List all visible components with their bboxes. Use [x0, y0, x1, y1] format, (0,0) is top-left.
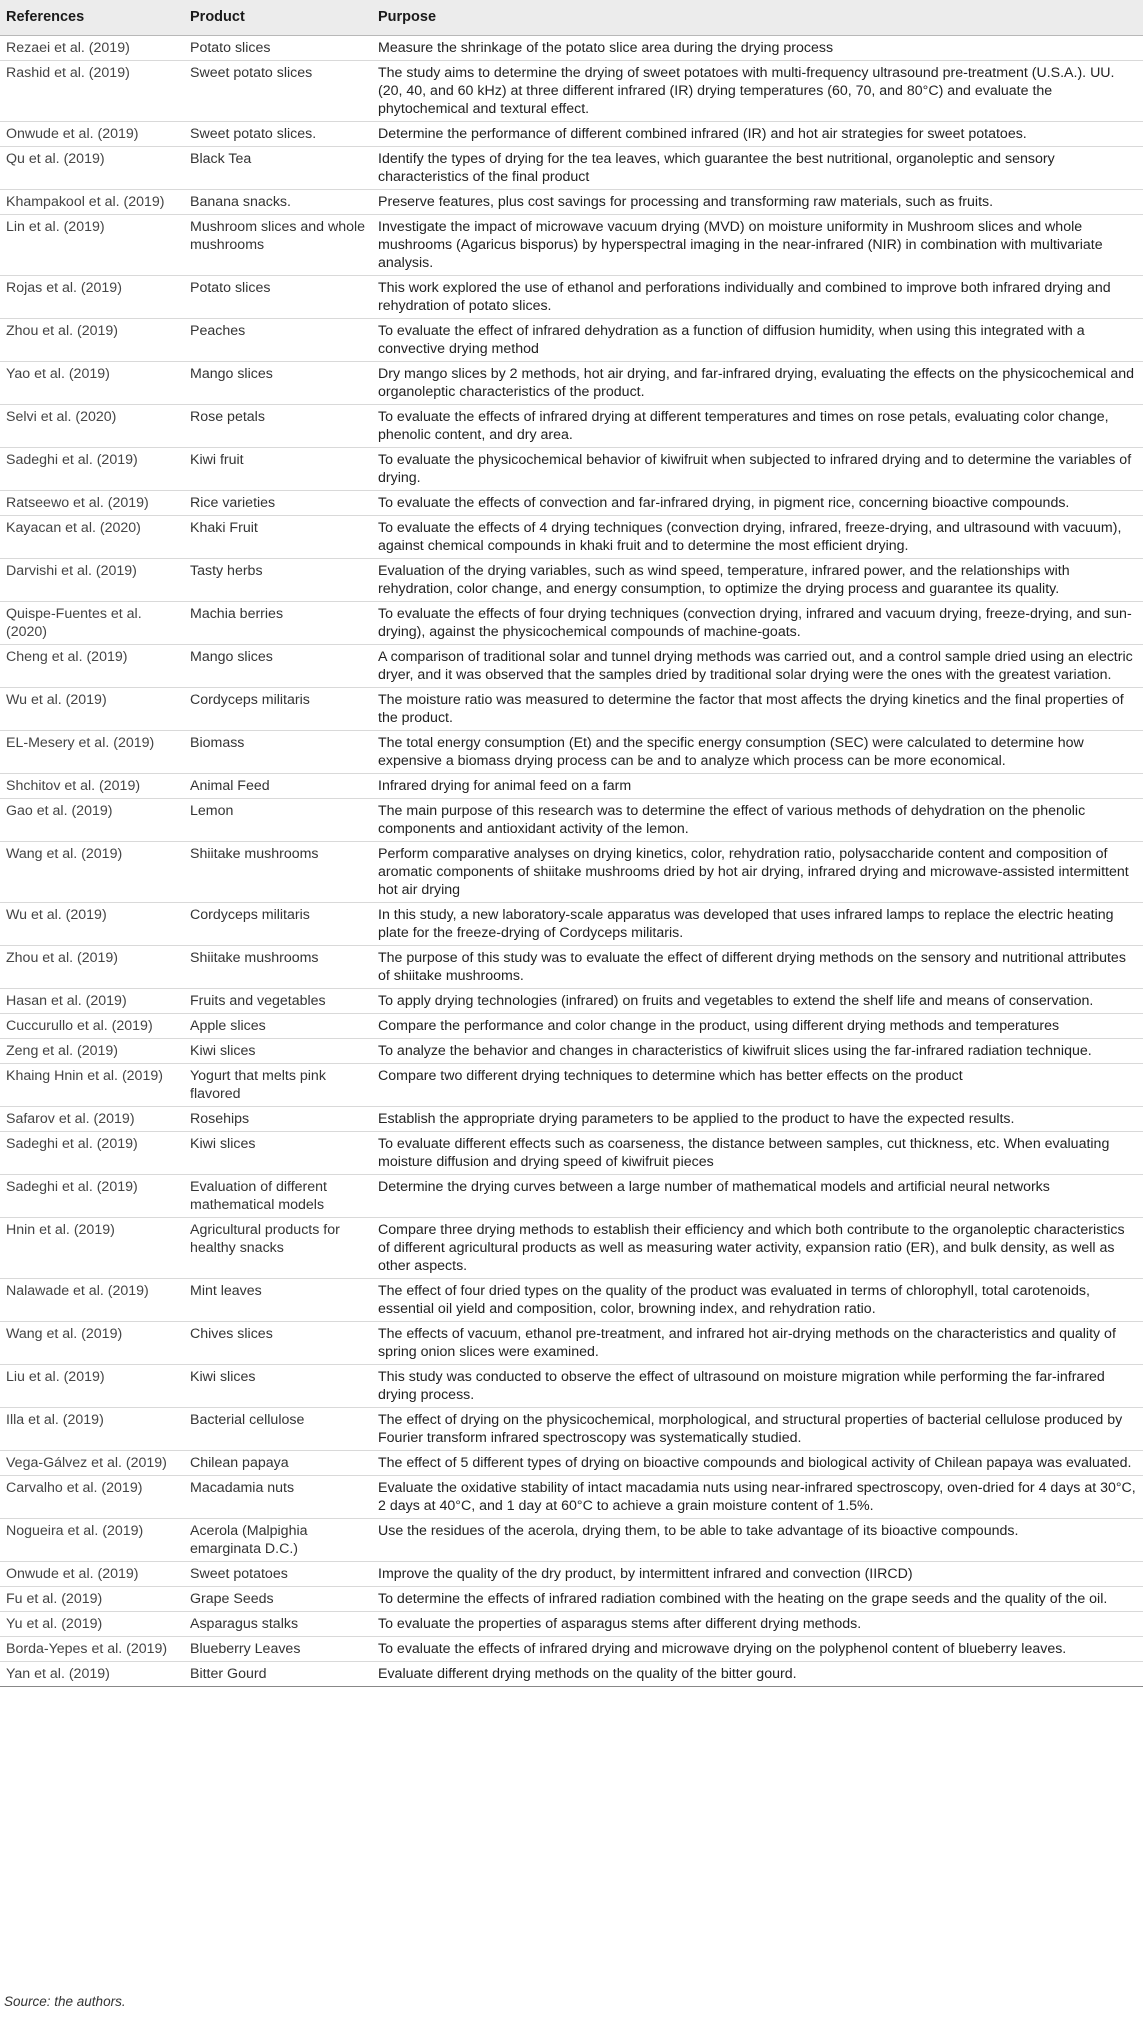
product-cell: Acerola (Malpighia emarginata D.C.) [184, 1519, 372, 1562]
purpose-column-header: Purpose [372, 0, 1143, 36]
purpose-cell: Evaluation of the drying variables, such as wind speed, temperature, infrared power, and the relationships with rehydration, color change, and energy consumption, to optimize the drying process and guarantee its quality. [372, 559, 1143, 602]
table-row [0, 147, 1143, 190]
table-row [0, 842, 1143, 903]
product-cell: Grape Seeds [184, 1587, 372, 1612]
product-cell: Macadamia nuts [184, 1476, 372, 1519]
reference-cell: Yao et al. (2019) [0, 362, 184, 405]
table-row [0, 1587, 1143, 1612]
table-row [0, 1662, 1143, 1687]
purpose-cell: Compare two different drying techniques to determine which has better effects on the product [372, 1064, 1143, 1107]
product-cell: Kiwi slices [184, 1132, 372, 1175]
table-header [0, 0, 1143, 36]
product-cell: Sweet potato slices [184, 61, 372, 122]
table-row [0, 1132, 1143, 1175]
table-row [0, 319, 1143, 362]
purpose-cell: To analyze the behavior and changes in characteristics of kiwifruit slices using the far-infrared radiation technique. [372, 1039, 1143, 1064]
product-cell: Rice varieties [184, 491, 372, 516]
purpose-cell: Use the residues of the acerola, drying them, to be able to take advantage of its bioactive compounds. [372, 1519, 1143, 1562]
purpose-cell: Establish the appropriate drying parameters to be applied to the product to have the expected results. [372, 1107, 1143, 1132]
table-row [0, 491, 1143, 516]
table-row [0, 276, 1143, 319]
product-cell: Apple slices [184, 1014, 372, 1039]
purpose-cell: To apply drying technologies (infrared) on fruits and vegetables to extend the shelf life and means of conservation. [372, 989, 1143, 1014]
reference-cell: Khampakool et al. (2019) [0, 190, 184, 215]
product-cell: Tasty herbs [184, 559, 372, 602]
reference-cell: EL-Mesery et al. (2019) [0, 731, 184, 774]
table-row [0, 602, 1143, 645]
product-cell: Mango slices [184, 645, 372, 688]
table-row [0, 989, 1143, 1014]
purpose-cell: Infrared drying for animal feed on a farm [372, 774, 1143, 799]
reference-cell: Nalawade et al. (2019) [0, 1279, 184, 1322]
purpose-cell: The effects of vacuum, ethanol pre-treatment, and infrared hot air-drying methods on the characteristics and quality of spring onion slices were examined. [372, 1322, 1143, 1365]
product-cell: Machia berries [184, 602, 372, 645]
table-row [0, 1014, 1143, 1039]
purpose-cell: To evaluate the effects of infrared drying at different temperatures and times on rose petals, evaluating color change, phenolic content, and dry area. [372, 405, 1143, 448]
reference-cell: Sadeghi et al. (2019) [0, 1175, 184, 1218]
table-row [0, 774, 1143, 799]
table-row [0, 1612, 1143, 1637]
table-body [0, 36, 1143, 1687]
product-cell: Shiitake mushrooms [184, 946, 372, 989]
table-row [0, 1322, 1143, 1365]
table-row [0, 799, 1143, 842]
product-cell: Biomass [184, 731, 372, 774]
table-row [0, 516, 1143, 559]
reference-cell: Kayacan et al. (2020) [0, 516, 184, 559]
product-cell: Potato slices [184, 36, 372, 61]
table-row [0, 215, 1143, 276]
purpose-cell: In this study, a new laboratory-scale apparatus was developed that uses infrared lamps to replace the electric heating plate for the freeze-drying of Cordyceps militaris. [372, 903, 1143, 946]
reference-cell: Cheng et al. (2019) [0, 645, 184, 688]
purpose-cell: Perform comparative analyses on drying kinetics, color, rehydration ratio, polysaccharide content and composition of aromatic components of shiitake mushrooms dried by hot air drying, infrared drying and microwave-assisted intermittent hot air drying [372, 842, 1143, 903]
product-cell: Rosehips [184, 1107, 372, 1132]
table-row [0, 1519, 1143, 1562]
purpose-cell: Compare three drying methods to establish their efficiency and which both contribute to the organoleptic characteristics of different agricultural products as well as measuring water activity, expansion ratio (ER), and bulk density, as well as other aspects. [372, 1218, 1143, 1279]
table-row [0, 448, 1143, 491]
reference-cell: Onwude et al. (2019) [0, 1562, 184, 1587]
product-cell: Agricultural products for healthy snacks [184, 1218, 372, 1279]
purpose-cell: The total energy consumption (Et) and the specific energy consumption (SEC) were calculated to determine how expensive a biomass drying process can be and to analyze which process can be more economical. [372, 731, 1143, 774]
product-cell: Bacterial cellulose [184, 1408, 372, 1451]
reference-cell: Hasan et al. (2019) [0, 989, 184, 1014]
reference-cell: Yan et al. (2019) [0, 1662, 184, 1687]
table-row [0, 1365, 1143, 1408]
table-row [0, 688, 1143, 731]
reference-cell: Sadeghi et al. (2019) [0, 448, 184, 491]
table-row [0, 1218, 1143, 1279]
header-row [0, 0, 1143, 36]
product-cell: Kiwi slices [184, 1365, 372, 1408]
table-row [0, 1039, 1143, 1064]
table-row [0, 1107, 1143, 1132]
product-cell: Sweet potato slices. [184, 122, 372, 147]
reference-cell: Nogueira et al. (2019) [0, 1519, 184, 1562]
table-row [0, 1408, 1143, 1451]
product-cell: Mushroom slices and whole mushrooms [184, 215, 372, 276]
reference-cell: Hnin et al. (2019) [0, 1218, 184, 1279]
purpose-cell: Determine the drying curves between a large number of mathematical models and artificial neural networks [372, 1175, 1143, 1218]
reference-cell: Zhou et al. (2019) [0, 319, 184, 362]
product-cell: Kiwi fruit [184, 448, 372, 491]
reference-cell: Rezaei et al. (2019) [0, 36, 184, 61]
table-row [0, 645, 1143, 688]
purpose-cell: Measure the shrinkage of the potato slice area during the drying process [372, 36, 1143, 61]
reference-cell: Selvi et al. (2020) [0, 405, 184, 448]
product-cell: Cordyceps militaris [184, 903, 372, 946]
product-cell: Yogurt that melts pink flavored [184, 1064, 372, 1107]
table-row [0, 731, 1143, 774]
reference-cell: Zhou et al. (2019) [0, 946, 184, 989]
table-row [0, 405, 1143, 448]
product-cell: Rose petals [184, 405, 372, 448]
product-cell: Blueberry Leaves [184, 1637, 372, 1662]
product-cell: Fruits and vegetables [184, 989, 372, 1014]
purpose-cell: Dry mango slices by 2 methods, hot air drying, and far-infrared drying, evaluating the effects on the physicochemical and organoleptic characteristics of the product. [372, 362, 1143, 405]
product-cell: Sweet potatoes [184, 1562, 372, 1587]
purpose-cell: The study aims to determine the drying of sweet potatoes with multi-frequency ultrasound pre-treatment (U.S.A.). UU. (20, 40, and 60 kHz) at three different infrared (IR) drying temperatures (60, 70, and 80°C) and evaluate the phytochemical and textural effect. [372, 61, 1143, 122]
reference-cell: Ratseewo et al. (2019) [0, 491, 184, 516]
purpose-cell: To evaluate the properties of asparagus stems after different drying methods. [372, 1612, 1143, 1637]
table-row [0, 1451, 1143, 1476]
reference-cell: Wang et al. (2019) [0, 842, 184, 903]
purpose-cell: Determine the performance of different combined infrared (IR) and hot air strategies for sweet potatoes. [372, 122, 1143, 147]
purpose-cell: To evaluate different effects such as coarseness, the distance between samples, cut thickness, etc. When evaluating moisture diffusion and drying speed of kiwifruit pieces [372, 1132, 1143, 1175]
purpose-cell: To evaluate the effect of infrared dehydration as a function of diffusion humidity, when using this integrated with a convective drying method [372, 319, 1143, 362]
reference-cell: Illa et al. (2019) [0, 1408, 184, 1451]
product-cell: Kiwi slices [184, 1039, 372, 1064]
table-row [0, 61, 1143, 122]
reference-cell: Qu et al. (2019) [0, 147, 184, 190]
product-cell: Peaches [184, 319, 372, 362]
product-cell: Cordyceps militaris [184, 688, 372, 731]
purpose-cell: To evaluate the effects of 4 drying techniques (convection drying, infrared, freeze-drying, and ultrasound with vacuum), against chemical compounds in khaki fruit and to determine the most efficient drying. [372, 516, 1143, 559]
table-row [0, 903, 1143, 946]
reference-cell: Rashid et al. (2019) [0, 61, 184, 122]
table-row [0, 559, 1143, 602]
reference-cell: Borda-Yepes et al. (2019) [0, 1637, 184, 1662]
table-row [0, 1175, 1143, 1218]
reference-cell: Gao et al. (2019) [0, 799, 184, 842]
purpose-cell: The effect of 5 different types of drying on bioactive compounds and biological activity of Chilean papaya was evaluated. [372, 1451, 1143, 1476]
reference-cell: Safarov et al. (2019) [0, 1107, 184, 1132]
reference-cell: Fu et al. (2019) [0, 1587, 184, 1612]
purpose-cell: The moisture ratio was measured to determine the factor that most affects the drying kinetics and the final properties of the product. [372, 688, 1143, 731]
product-cell: Animal Feed [184, 774, 372, 799]
product-cell: Shiitake mushrooms [184, 842, 372, 903]
purpose-cell: Compare the performance and color change in the product, using different drying methods and temperatures [372, 1014, 1143, 1039]
reference-cell: Sadeghi et al. (2019) [0, 1132, 184, 1175]
product-cell: Chives slices [184, 1322, 372, 1365]
purpose-cell: This work explored the use of ethanol and perforations individually and combined to improve both infrared drying and rehydration of potato slices. [372, 276, 1143, 319]
reference-cell: Wu et al. (2019) [0, 903, 184, 946]
product-cell: Mint leaves [184, 1279, 372, 1322]
purpose-cell: The effect of drying on the physicochemical, morphological, and structural properties of bacterial cellulose produced by Fourier transform infrared spectroscopy was systematically studied. [372, 1408, 1143, 1451]
purpose-cell: The effect of four dried types on the quality of the product was evaluated in terms of chlorophyll, total carotenoids, essential oil yield and composition, color, browning index, and rehydration ratio. [372, 1279, 1143, 1322]
purpose-cell: Evaluate the oxidative stability of intact macadamia nuts using near-infrared spectroscopy, oven-dried for 4 days at 30°C, 2 days at 40°C, and 1 day at 60°C to achieve a grain moisture content of 1.5%. [372, 1476, 1143, 1519]
purpose-cell: The main purpose of this research was to determine the effect of various methods of dehydration on the phenolic components and antioxidant activity of the lemon. [372, 799, 1143, 842]
purpose-cell: Improve the quality of the dry product, by intermittent infrared and convection (IIRCD) [372, 1562, 1143, 1587]
reference-cell: Onwude et al. (2019) [0, 122, 184, 147]
table-row [0, 36, 1143, 61]
purpose-cell: To evaluate the effects of infrared drying and microwave drying on the polyphenol content of blueberry leaves. [372, 1637, 1143, 1662]
purpose-cell: A comparison of traditional solar and tunnel drying methods was carried out, and a control sample dried using an electric dryer, and it was observed that the samples dried by traditional solar drying were the ones with the greatest variation. [372, 645, 1143, 688]
purpose-cell: To determine the effects of infrared radiation combined with the heating on the grape seeds and the quality of the oil. [372, 1587, 1143, 1612]
reference-cell: Darvishi et al. (2019) [0, 559, 184, 602]
reference-cell: Vega-Gálvez et al. (2019) [0, 1451, 184, 1476]
reference-cell: Yu et al. (2019) [0, 1612, 184, 1637]
product-cell: Bitter Gourd [184, 1662, 372, 1687]
purpose-cell: Evaluate different drying methods on the quality of the bitter gourd. [372, 1662, 1143, 1687]
purpose-cell: Preserve features, plus cost savings for processing and transforming raw materials, such as fruits. [372, 190, 1143, 215]
table-row [0, 1279, 1143, 1322]
table-row [0, 946, 1143, 989]
table-row [0, 1476, 1143, 1519]
reference-cell: Rojas et al. (2019) [0, 276, 184, 319]
purpose-cell: To evaluate the physicochemical behavior of kiwifruit when subjected to infrared drying and to determine the variables of drying. [372, 448, 1143, 491]
purpose-cell: Investigate the impact of microwave vacuum drying (MVD) on moisture uniformity in Mushroom slices and whole mushrooms (Agaricus bisporus) by hyperspectral imaging in the near-infrared (NIR) in combination with multivariate analysis. [372, 215, 1143, 276]
product-cell: Black Tea [184, 147, 372, 190]
product-cell: Potato slices [184, 276, 372, 319]
purpose-cell: To evaluate the effects of four drying techniques (convection drying, infrared and vacuum drying, freeze-drying, and sun-drying), against the physicochemical compounds of machine-goats. [372, 602, 1143, 645]
reference-cell: Cuccurullo et al. (2019) [0, 1014, 184, 1039]
product-cell: Banana snacks. [184, 190, 372, 215]
purpose-cell: To evaluate the effects of convection and far-infrared drying, in pigment rice, concerning bioactive compounds. [372, 491, 1143, 516]
references-column-header: References [0, 0, 184, 36]
product-cell: Mango slices [184, 362, 372, 405]
reference-cell: Quispe-Fuentes et al. (2020) [0, 602, 184, 645]
reference-cell: Lin et al. (2019) [0, 215, 184, 276]
reference-cell: Wu et al. (2019) [0, 688, 184, 731]
reference-cell: Carvalho et al. (2019) [0, 1476, 184, 1519]
product-cell: Chilean papaya [184, 1451, 372, 1476]
source-note: Source: the authors. [4, 1994, 126, 2009]
table-row [0, 1637, 1143, 1662]
table-row [0, 362, 1143, 405]
reference-cell: Liu et al. (2019) [0, 1365, 184, 1408]
reference-cell: Khaing Hnin et al. (2019) [0, 1064, 184, 1107]
table-row [0, 190, 1143, 215]
product-cell: Lemon [184, 799, 372, 842]
product-cell: Asparagus stalks [184, 1612, 372, 1637]
reference-cell: Zeng et al. (2019) [0, 1039, 184, 1064]
purpose-cell: This study was conducted to observe the effect of ultrasound on moisture migration while performing the far-infrared drying process. [372, 1365, 1143, 1408]
product-column-header: Product [184, 0, 372, 36]
reference-cell: Shchitov et al. (2019) [0, 774, 184, 799]
purpose-cell: Identify the types of drying for the tea leaves, which guarantee the best nutritional, organoleptic and sensory characteristics of the final product [372, 147, 1143, 190]
reference-cell: Wang et al. (2019) [0, 1322, 184, 1365]
product-cell: Khaki Fruit [184, 516, 372, 559]
product-cell: Evaluation of different mathematical models [184, 1175, 372, 1218]
table-row [0, 122, 1143, 147]
purpose-cell: The purpose of this study was to evaluate the effect of different drying methods on the sensory and nutritional attributes of shiitake mushrooms. [372, 946, 1143, 989]
table-row [0, 1562, 1143, 1587]
table-row [0, 1064, 1143, 1107]
